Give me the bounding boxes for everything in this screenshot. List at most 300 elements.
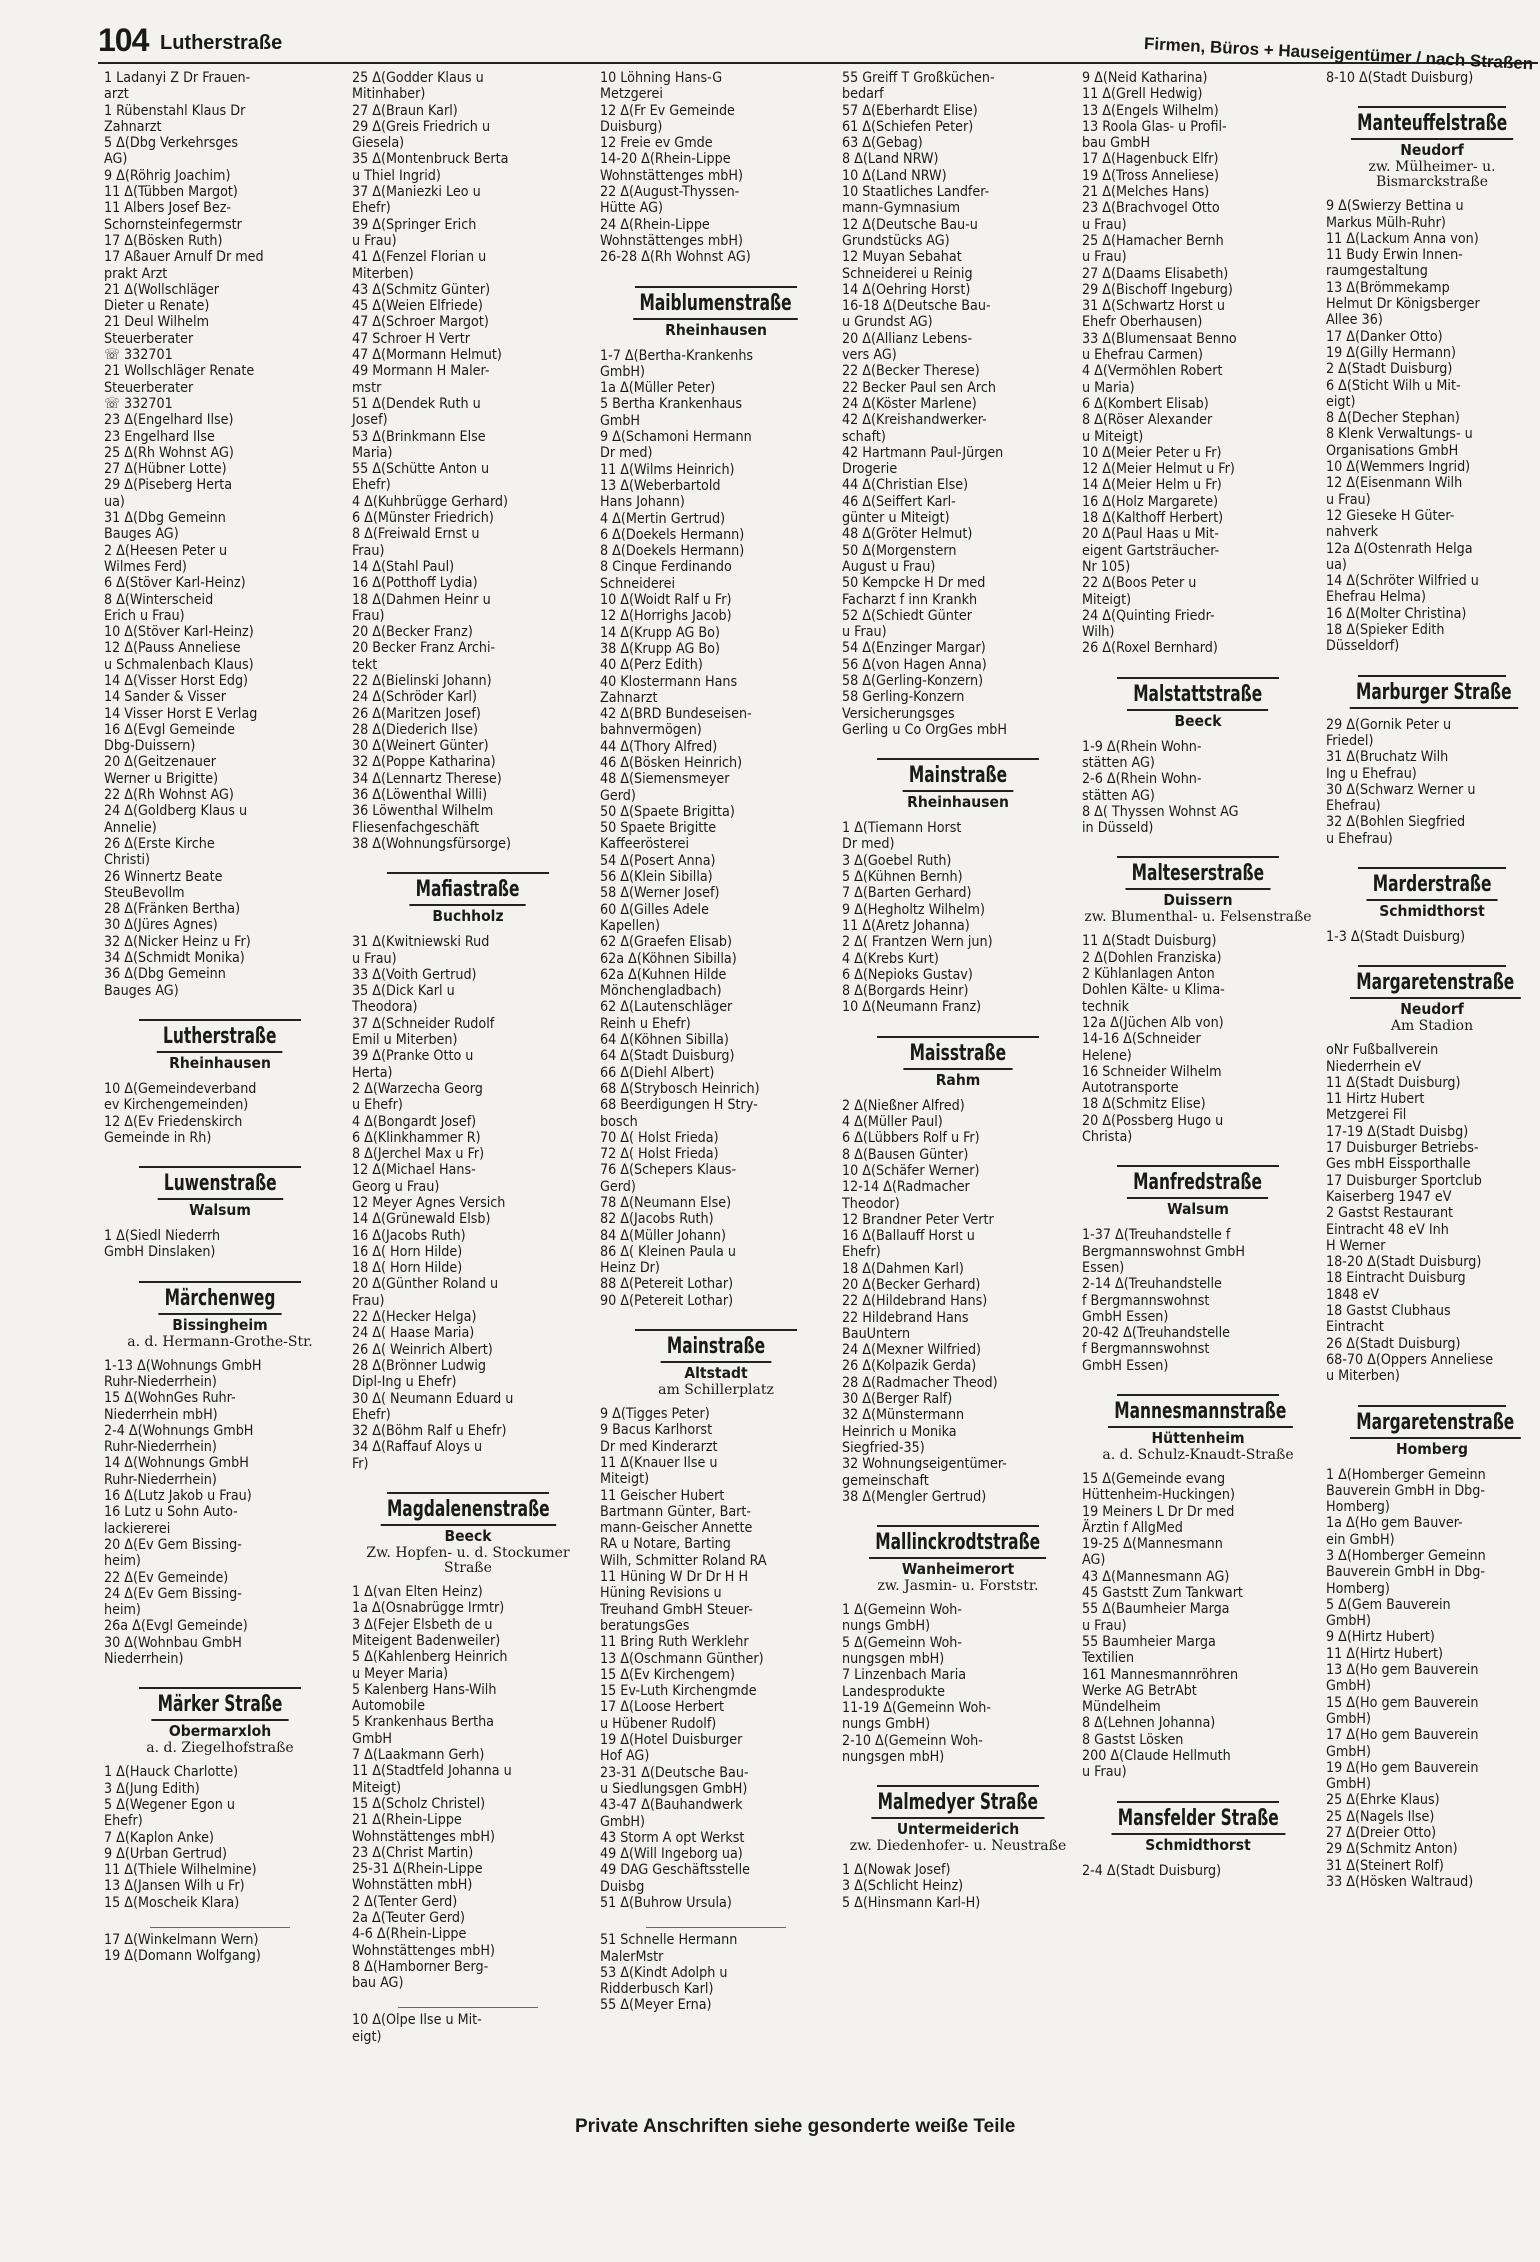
directory-entry: 70 Δ( Holst Frieda) bbox=[600, 1129, 719, 1146]
directory-entry: 12 Δ(Ev Friedenskirch bbox=[104, 1113, 243, 1130]
directory-entry: Gerd) bbox=[600, 787, 636, 804]
street-heading bbox=[1326, 1405, 1538, 1459]
directory-entry: 2-6 Δ(Rhein Wohn- bbox=[1082, 771, 1202, 788]
street-location-note: a. d. Schulz-Knaudt-Straße bbox=[1102, 1447, 1294, 1463]
directory-entry: Bergmannswohnst GmbH bbox=[1082, 1243, 1245, 1260]
directory-entry: 16 Δ(Lutz Jakob u Frau) bbox=[104, 1488, 252, 1505]
directory-entry: 1-9 Δ(Rhein Wohn- bbox=[1082, 738, 1202, 755]
district-name: Schmidthorst bbox=[1379, 901, 1485, 920]
street-name: Marburger Straße bbox=[1350, 679, 1518, 709]
directory-entry: Drogerie bbox=[842, 461, 898, 478]
directory-entry: 1-37 Δ(Treuhandstelle f bbox=[1082, 1227, 1231, 1244]
street-rule bbox=[387, 1492, 549, 1494]
directory-entry: Siegfried-35) bbox=[842, 1439, 925, 1456]
district-name: Rheinhausen bbox=[169, 1053, 271, 1072]
directory-entry: 9 Bacus Karlhorst bbox=[600, 1422, 713, 1439]
street-rule bbox=[1358, 675, 1506, 677]
directory-entry: 19 Δ(Gilly Hermann) bbox=[1326, 344, 1457, 361]
directory-entry: 28 Δ(Fränken Bertha) bbox=[104, 901, 241, 918]
district-name: Buchholz bbox=[432, 907, 504, 926]
directory-entry: 57 Δ(Eberhardt Elise) bbox=[842, 102, 978, 119]
directory-entry: 33 Δ(Hösken Waltraud) bbox=[1326, 1873, 1474, 1890]
street-location-note: a. d. Hermann-Grothe-Str. bbox=[127, 1333, 313, 1350]
directory-entry: Hüning Revisions u bbox=[600, 1585, 722, 1602]
directory-entry: 4 Δ(Kuhbrügge Gerhard) bbox=[352, 493, 509, 510]
directory-entry: in Düsseld) bbox=[1082, 820, 1154, 837]
district-name: Neudorf bbox=[1400, 141, 1464, 160]
directory-entry: 51 Δ(Dendek Ruth u bbox=[352, 395, 481, 412]
directory-entry: Autotransporte bbox=[1082, 1080, 1179, 1097]
directory-entry: mann-Geischer Annette bbox=[600, 1520, 753, 1537]
directory-entry: u Miterben) bbox=[1326, 1368, 1400, 1385]
directory-entry: GmbH) bbox=[600, 1813, 646, 1830]
directory-entry: u Ehefr) bbox=[352, 1097, 403, 1114]
directory-entry: 12 Meyer Agnes Versich bbox=[352, 1195, 506, 1211]
directory-entry: 2 Δ( Frantzen Wern jun) bbox=[842, 934, 993, 951]
directory-entry: u Meyer Maria) bbox=[352, 1665, 449, 1682]
directory-entry: 24 Δ(Köster Marlene) bbox=[842, 395, 977, 412]
directory-entry: 47 Schroer H Vertr bbox=[352, 330, 471, 347]
directory-entry: Miteigent Badenweiler) bbox=[352, 1632, 501, 1649]
directory-entry: Frau) bbox=[352, 1292, 385, 1309]
directory-entry: 44 Δ(Christian Else) bbox=[842, 477, 969, 494]
directory-entry: 12a Δ(Ostenrath Helga bbox=[1326, 540, 1473, 557]
directory-entry: 64 Δ(Köhnen Sibilla) bbox=[600, 1032, 729, 1049]
street-heading bbox=[104, 1019, 336, 1073]
directory-entry: 33 Δ(Voith Gertrud) bbox=[352, 966, 477, 983]
district-name: Rheinhausen bbox=[665, 320, 767, 339]
directory-entry: 4-6 Δ(Rhein-Lippe bbox=[352, 1926, 467, 1943]
directory-entry: 1-13 Δ(Wohnungs GmbH bbox=[104, 1357, 262, 1374]
directory-entry: 1 Rübenstahl Klaus Dr bbox=[104, 102, 246, 119]
column-gap-rule bbox=[150, 1927, 289, 1928]
directory-entry: 10 Δ(Gemeindeverband bbox=[104, 1080, 257, 1097]
directory-entry: 52 Δ(Schiedt Günter bbox=[842, 607, 972, 624]
directory-entry: 9 Δ(Schamoni Hermann bbox=[600, 429, 752, 446]
directory-entry: 161 Mannesmannröhren bbox=[1082, 1666, 1239, 1683]
directory-entry: 8 Δ(Jerchel Max u Fr) bbox=[352, 1146, 485, 1163]
directory-entry: Wilh) bbox=[1082, 624, 1115, 641]
directory-entry: 2 Δ(Nießner Alfred) bbox=[842, 1097, 965, 1114]
directory-entry: 10 Δ(Meier Peter u Fr) bbox=[1082, 444, 1222, 461]
directory-entry: Mitinhaber) bbox=[352, 86, 426, 103]
directory-entry: 45 Δ(Weien Elfriede) bbox=[352, 298, 483, 315]
directory-entry: 38 Δ(Wohnungsfürsorge) bbox=[352, 835, 511, 852]
directory-entry: 14 Δ(Oehring Horst) bbox=[842, 281, 971, 298]
directory-entry: 8 Gastst Lösken bbox=[1082, 1731, 1184, 1748]
directory-entry: 8 Δ(Hamborner Berg- bbox=[352, 1958, 489, 1975]
street-name: Malteserstraße bbox=[1126, 860, 1271, 890]
directory-entry: Werke AG BetrAbt bbox=[1082, 1682, 1197, 1699]
directory-entry: 5 Bertha Krankenhaus bbox=[600, 396, 743, 413]
directory-entry: 23 Δ(Brachvogel Otto bbox=[1082, 200, 1220, 217]
directory-entry: 15 Ev-Luth Kirchengmde bbox=[600, 1683, 757, 1700]
directory-entry: 22 Δ(Hildebrand Hans) bbox=[842, 1293, 988, 1310]
directory-entry: 12 Δ(Deutsche Bau-u bbox=[842, 216, 978, 233]
directory-entry: 76 Δ(Schepers Klaus- bbox=[600, 1162, 737, 1179]
directory-entry: 30 Δ(Berger Ralf) bbox=[842, 1391, 953, 1408]
directory-entry: Homberg) bbox=[1326, 1580, 1390, 1597]
directory-entry: 20 Δ(Becker Franz) bbox=[352, 624, 473, 641]
street-rule bbox=[1358, 106, 1506, 108]
directory-entry: 58 Δ(Werner Josef) bbox=[600, 885, 720, 902]
directory-entry: Frau) bbox=[352, 607, 385, 624]
directory-entry: Bauges AG) bbox=[104, 982, 179, 999]
street-name: Marderstraße bbox=[1366, 871, 1497, 901]
directory-entry: nungsgen mbH) bbox=[842, 1651, 945, 1668]
directory-entry: nungsgen mbH) bbox=[842, 1748, 945, 1765]
district-name: Walsum bbox=[1167, 1200, 1229, 1219]
directory-entry: 11-19 Δ(Gemeinn Woh- bbox=[842, 1699, 991, 1716]
directory-entry: 36 Δ(Dbg Gemeinn bbox=[104, 966, 226, 983]
directory-entry: 64 Δ(Stadt Duisburg) bbox=[600, 1048, 735, 1065]
directory-entry: 26 Δ(Kolpazik Gerda) bbox=[842, 1358, 977, 1375]
directory-entry: 39 Δ(Pranke Otto u bbox=[352, 1048, 474, 1065]
directory-entry: 68-70 Δ(Oppers Anneliese bbox=[1326, 1351, 1494, 1368]
directory-entry: 43 Δ(Mannesmann AG) bbox=[1082, 1568, 1230, 1585]
directory-entry: 13 Δ(Jansen Wilh u Fr) bbox=[104, 1878, 245, 1895]
directory-entry: Düsseldorf) bbox=[1326, 638, 1400, 655]
directory-entry: 9 Δ(Swierzy Bettina u bbox=[1326, 198, 1464, 215]
directory-entry: 21 Δ(Wollschläger bbox=[104, 281, 220, 298]
directory-entry: 10 Staatliches Landfer- bbox=[842, 184, 990, 201]
directory-entry: 42 Δ(BRD Bundeseisen- bbox=[600, 706, 752, 723]
directory-entry: 12 Freie ev Gmde bbox=[600, 135, 713, 152]
directory-entry: u Hübener Rudolf) bbox=[600, 1715, 717, 1732]
directory-entry: 18 Gastst Clubhaus bbox=[1326, 1303, 1451, 1320]
directory-entry: Hans Johann) bbox=[600, 494, 685, 511]
directory-entry: u Ehefrau Carmen) bbox=[1082, 347, 1203, 364]
directory-entry: Miteigt) bbox=[1082, 591, 1132, 608]
directory-entry: 21 Deul Wilhelm bbox=[104, 314, 209, 331]
directory-entry: 26a Δ(Evgl Gemeinde) bbox=[104, 1618, 248, 1635]
directory-entry: 13 Δ(Engels Wilhelm) bbox=[1082, 102, 1219, 119]
directory-entry: heim) bbox=[104, 1602, 141, 1619]
directory-entry: 5 Δ(Hinsmann Karl-H) bbox=[842, 1894, 981, 1911]
street-heading bbox=[1082, 1165, 1314, 1219]
directory-entry: 12 Δ(Michael Hans- bbox=[352, 1162, 476, 1179]
directory-entry: 25 Δ(Rh Wohnst AG) bbox=[104, 444, 234, 461]
directory-entry: 16 Δ(Ballauff Horst u bbox=[842, 1228, 975, 1245]
directory-entry: 6 Δ(Sticht Wilh u Mit- bbox=[1326, 377, 1461, 394]
street-heading bbox=[842, 758, 1074, 812]
directory-entry: 21 Wollschläger Renate bbox=[104, 363, 255, 380]
directory-entry: Gerd) bbox=[600, 1178, 636, 1195]
directory-entry: 30 Δ( Neumann Eduard u bbox=[352, 1390, 514, 1407]
directory-entry: 28 Δ(Radmacher Theod) bbox=[842, 1374, 998, 1391]
directory-entry: 5 Δ(Gem Bauverein bbox=[1326, 1596, 1451, 1613]
directory-entry: 8 Δ(Winterscheid bbox=[104, 591, 214, 608]
directory-entry: stätten AG) bbox=[1082, 754, 1155, 771]
directory-entry: 19 Δ(Ho gem Bauverein bbox=[1326, 1759, 1479, 1776]
directory-entry: 38 Δ(Krupp AG Bo) bbox=[600, 640, 720, 657]
directory-entry: 56 Δ(Klein Sibilla) bbox=[600, 869, 713, 886]
directory-entry: AG) bbox=[104, 151, 128, 168]
directory-entry: Bartmann Günter, Bart- bbox=[600, 1503, 752, 1520]
directory-entry: 5 Δ(Gemeinn Woh- bbox=[842, 1634, 962, 1651]
directory-entry: 8 Δ(Lehnen Johanna) bbox=[1082, 1715, 1216, 1732]
directory-entry: ua) bbox=[1326, 556, 1347, 573]
directory-entry: 5 Krankenhaus Bertha bbox=[352, 1714, 495, 1731]
directory-entry: Dohlen Kälte- u Klima- bbox=[1082, 982, 1225, 999]
directory-entry: Ehefrau) bbox=[1326, 798, 1381, 815]
directory-entry: 62a Δ(Köhnen Sibilla) bbox=[600, 950, 737, 967]
directory-entry: 24 Δ(Rhein-Lippe bbox=[600, 216, 710, 233]
directory-entry: 14-20 Δ(Rhein-Lippe bbox=[600, 151, 731, 168]
directory-entry: 51 Schnelle Hermann bbox=[600, 1932, 738, 1949]
directory-entry: Fliesenfachgeschäft bbox=[352, 819, 480, 836]
street-heading bbox=[104, 1281, 336, 1350]
directory-entry: Metzgerei bbox=[600, 86, 663, 103]
directory-entry: 51 Δ(Buhrow Ursula) bbox=[600, 1894, 732, 1911]
directory-entry: 31 Δ(Kwitniewski Rud bbox=[352, 934, 490, 951]
directory-entry: Allee 36) bbox=[1326, 312, 1383, 329]
directory-entry: Helene) bbox=[1082, 1047, 1132, 1064]
directory-entry: Niederrhein mbH) bbox=[104, 1406, 218, 1423]
directory-entry: günter u Miteigt) bbox=[842, 510, 950, 527]
directory-entry: 29 Δ(Gornik Peter u bbox=[1326, 716, 1452, 733]
directory-entry: 15 Δ(WohnGes Ruhr- bbox=[104, 1390, 236, 1407]
street-heading bbox=[1082, 1394, 1314, 1463]
directory-entry: 21 Δ(Melches Hans) bbox=[1082, 184, 1210, 201]
directory-entry: 26 Δ(Erste Kirche bbox=[104, 835, 215, 852]
directory-entry: 36 Löwenthal Wilhelm bbox=[352, 803, 494, 820]
directory-entry: 34 Δ(Raffauf Aloys u bbox=[352, 1439, 483, 1456]
directory-entry: 16 Δ(Jacobs Ruth) bbox=[352, 1227, 466, 1244]
directory-entry: 5 Δ(Kühnen Bernh) bbox=[842, 869, 963, 886]
directory-entry: 1-7 Δ(Bertha-Krankenhs bbox=[600, 347, 754, 364]
street-rule bbox=[1117, 1165, 1279, 1167]
directory-entry: Helmut Dr Königsberger bbox=[1326, 296, 1480, 313]
street-heading bbox=[1082, 1801, 1314, 1855]
directory-entry: Dipl-Ing u Ehefr) bbox=[352, 1374, 457, 1391]
directory-entry: Heinrich u Monika bbox=[842, 1423, 957, 1440]
directory-entry: 5 Δ(Dbg Verkehrsges bbox=[104, 135, 239, 152]
directory-entry: 47 Δ(Schroer Margot) bbox=[352, 314, 489, 331]
directory-entry: schaft) bbox=[842, 428, 886, 445]
directory-entry: bahnvermögen) bbox=[600, 722, 702, 739]
directory-entry: 11 Δ(Thiele Wilhelmine) bbox=[104, 1862, 257, 1879]
directory-entry: 2 Gastst Restaurant bbox=[1326, 1205, 1454, 1222]
directory-entry: Essen) bbox=[1082, 1259, 1125, 1276]
directory-entry: Treuhand GmbH Steuer- bbox=[600, 1601, 753, 1618]
directory-entry: GmbH) bbox=[1326, 1613, 1372, 1630]
directory-entry: Kaiserberg 1947 eV bbox=[1326, 1188, 1452, 1205]
directory-entry: 5 Δ(Wegener Egon u bbox=[104, 1796, 235, 1813]
directory-entry: u Grundst AG) bbox=[842, 314, 933, 331]
district-name: Beeck bbox=[444, 1527, 492, 1546]
directory-entry: 1 Δ(Hauck Charlotte) bbox=[104, 1764, 239, 1781]
directory-entry: Wohnstättenges mbH) bbox=[352, 1828, 495, 1845]
directory-entry: 42 Hartmann Paul-Jürgen bbox=[842, 444, 1004, 461]
directory-entry: 22 Δ(Rh Wohnst AG) bbox=[104, 787, 234, 804]
directory-entry: 55 Δ(Schütte Anton u bbox=[352, 461, 490, 478]
directory-entry: 37 Δ(Schneider Rudolf bbox=[352, 1015, 495, 1032]
column-2 bbox=[352, 70, 584, 2045]
directory-entry: GmbH bbox=[352, 1730, 393, 1747]
directory-entry: Dbg-Duissern) bbox=[104, 738, 196, 755]
directory-entry: 16 Δ(Evgl Gemeinde bbox=[104, 721, 235, 738]
street-rule bbox=[1358, 965, 1506, 967]
street-name: Märchenweg bbox=[158, 1285, 281, 1315]
directory-entry: 55 Greiff T Großküchen- bbox=[842, 70, 995, 86]
street-name: Lutherstraße bbox=[157, 1023, 283, 1053]
directory-entry: bau GmbH bbox=[1082, 135, 1151, 152]
directory-entry: GmbH) bbox=[600, 363, 646, 380]
directory-entry: 88 Δ(Petereit Lothar) bbox=[600, 1276, 734, 1293]
street-heading bbox=[1326, 965, 1538, 1034]
directory-entry: Textilien bbox=[1082, 1650, 1135, 1667]
column-4 bbox=[842, 70, 1074, 1911]
directory-entry: Steuerberater bbox=[104, 330, 194, 347]
street-heading bbox=[352, 872, 584, 926]
directory-entry: 16 Δ(Molter Christina) bbox=[1326, 605, 1467, 622]
street-location-note: zw. Mülheimer- u. Bismarckstraße bbox=[1368, 159, 1496, 191]
directory-entry: Josef) bbox=[352, 412, 388, 429]
directory-entry: 1-3 Δ(Stadt Duisburg) bbox=[1326, 928, 1466, 945]
directory-entry: 62 Δ(Graefen Elisab) bbox=[600, 934, 733, 951]
street-name: Manteuffelstraße bbox=[1351, 110, 1514, 140]
directory-entry: 35 Δ(Dick Karl u bbox=[352, 983, 455, 1000]
directory-entry: 14 Δ(Grünewald Elsb) bbox=[352, 1211, 491, 1228]
directory-entry: Dieter u Renate) bbox=[104, 298, 210, 315]
directory-entry: 1 Δ(Nowak Josef) bbox=[842, 1862, 951, 1879]
directory-entry: 2 Δ(Tenter Gerd) bbox=[352, 1893, 458, 1910]
directory-entry: 6 Δ(Lübbers Rolf u Fr) bbox=[842, 1130, 980, 1147]
directory-entry: oNr Fußballverein bbox=[1326, 1042, 1439, 1059]
directory-entry: 60 Δ(Gilles Adele bbox=[600, 901, 709, 918]
directory-entry: 31 Δ(Schwartz Horst u bbox=[1082, 298, 1225, 315]
street-name: Luwenstraße bbox=[157, 1170, 282, 1200]
directory-entry: 54 Δ(Enzinger Margar) bbox=[842, 640, 986, 657]
directory-entry: Versicherungsges bbox=[842, 705, 955, 722]
directory-entry: SteuBevollm bbox=[104, 884, 185, 901]
directory-entry: 90 Δ(Petereit Lothar) bbox=[600, 1292, 734, 1309]
directory-entry: 14 Visser Horst E Verlag bbox=[104, 705, 258, 722]
directory-entry: 10 Δ(Stöver Karl-Heinz) bbox=[104, 624, 254, 641]
directory-entry: 9 Δ(Röhrig Joachim) bbox=[104, 167, 231, 184]
directory-entry: 14 Δ(Visser Horst Edg) bbox=[104, 672, 249, 689]
directory-entry: 27 Δ(Hübner Lotte) bbox=[104, 461, 227, 478]
directory-entry: 31 Δ(Steinert Rolf) bbox=[1326, 1857, 1444, 1874]
directory-entry: 50 Spaete Brigitte bbox=[600, 820, 717, 837]
directory-entry: 6 Δ(Klinkhammer R) bbox=[352, 1129, 481, 1146]
directory-entry: 27 Δ(Braun Karl) bbox=[352, 102, 458, 119]
directory-entry: Ruhr-Niederrhein) bbox=[104, 1374, 217, 1390]
directory-entry: Schneiderei u Reinig bbox=[842, 265, 973, 282]
directory-entry: 12 Δ(Eisenmann Wilh bbox=[1326, 475, 1463, 492]
directory-entry: 1 Δ(van Elten Heinz) bbox=[352, 1584, 483, 1601]
directory-entry: Wilh, Schmitter Roland RA bbox=[600, 1552, 767, 1569]
directory-entry: 20 Δ(Possberg Hugo u bbox=[1082, 1112, 1224, 1129]
directory-entry: 68 Δ(Strybosch Heinrich) bbox=[600, 1080, 760, 1097]
street-name: Margaretenstraße bbox=[1350, 969, 1520, 999]
directory-entry: ☏ 332701 bbox=[104, 347, 173, 364]
directory-entry: 8 Δ(Doekels Hermann) bbox=[600, 543, 745, 560]
directory-entry: 10 Löhning Hans-G bbox=[600, 70, 723, 86]
directory-entry: u Frau) bbox=[352, 232, 397, 249]
directory-entry: 10 Δ(Wemmers Ingrid) bbox=[1326, 459, 1471, 476]
directory-entry: 11 Albers Josef Bez- bbox=[104, 200, 232, 217]
directory-entry: Wohnstättenges mbH) bbox=[600, 232, 743, 249]
directory-entry: 63 Δ(Gebag) bbox=[842, 135, 923, 152]
street-rule bbox=[1117, 856, 1279, 858]
street-heading bbox=[1082, 856, 1314, 925]
directory-entry: Wilmes Ferd) bbox=[104, 558, 187, 575]
directory-entry: 32 Δ(Nicker Heinz u Fr) bbox=[104, 933, 251, 950]
directory-entry: 14 Sander & Visser bbox=[104, 689, 226, 706]
directory-entry: GmbH) bbox=[1326, 1743, 1372, 1760]
directory-entry: Christa) bbox=[1082, 1129, 1133, 1146]
street-name: Mansfelder Straße bbox=[1111, 1805, 1285, 1835]
directory-entry: 39 Δ(Springer Erich bbox=[352, 216, 477, 233]
street-heading bbox=[842, 1525, 1074, 1594]
directory-entry: 25 Δ(Hamacher Bernh bbox=[1082, 232, 1224, 249]
street-rule bbox=[635, 1329, 797, 1331]
directory-entry: eigt) bbox=[1326, 393, 1356, 410]
street-name: Manfredstraße bbox=[1127, 1169, 1268, 1199]
street-rule bbox=[1358, 867, 1506, 869]
directory-entry: u Frau) bbox=[1082, 1617, 1127, 1634]
directory-entry: Ehefr) bbox=[104, 1813, 143, 1830]
directory-entry: 8 Δ(Land NRW) bbox=[842, 151, 939, 168]
directory-entry: Zahnarzt bbox=[104, 118, 162, 135]
directory-entry: 47 Δ(Mormann Helmut) bbox=[352, 347, 502, 364]
directory-entry: 13 Δ(Oschmann Günther) bbox=[600, 1650, 764, 1667]
street-rule bbox=[139, 1166, 301, 1168]
directory-entry: 1 Δ(Tiemann Horst bbox=[842, 820, 962, 837]
directory-entry: 22 Becker Paul sen Arch bbox=[842, 379, 996, 396]
directory-entry: 2 Δ(Stadt Duisburg) bbox=[1326, 361, 1453, 378]
directory-entry: 11 Δ(Hirtz Hubert) bbox=[1326, 1645, 1444, 1662]
directory-entry: Ridderbusch Karl) bbox=[600, 1981, 714, 1998]
directory-entry: 4 Δ(Müller Paul) bbox=[842, 1114, 943, 1131]
directory-entry: 30 Δ(Weinert Günter) bbox=[352, 738, 489, 755]
directory-entry: Theodor) bbox=[842, 1195, 900, 1212]
directory-entry: 11 Budy Erwin Innen- bbox=[1326, 247, 1463, 264]
directory-entry: Duisbg bbox=[600, 1878, 645, 1895]
column-1 bbox=[104, 70, 336, 1965]
directory-entry: 22 Δ(Boos Peter u bbox=[1082, 575, 1197, 592]
directory-entry: mstr bbox=[352, 379, 382, 396]
directory-entry: 18 Eintracht Duisburg bbox=[1326, 1270, 1466, 1287]
directory-entry: Kapellen) bbox=[600, 917, 660, 934]
directory-entry: 58 Gerling-Konzern bbox=[842, 689, 965, 706]
directory-entry: H Werner bbox=[1326, 1237, 1386, 1254]
directory-entry: 24 Δ(Ev Gem Bissing- bbox=[104, 1585, 242, 1602]
directory-entry: Werner u Brigitte) bbox=[104, 770, 219, 787]
directory-entry: BauUntern bbox=[842, 1325, 911, 1342]
directory-entry: 53 Δ(Kindt Adolph u bbox=[600, 1964, 728, 1981]
directory-entry: 14 Δ(Stahl Paul) bbox=[352, 558, 455, 575]
street-rule bbox=[877, 1036, 1039, 1038]
directory-entry: Mündelheim bbox=[1082, 1699, 1161, 1716]
directory-entry: AG) bbox=[1082, 1552, 1106, 1569]
directory-entry: 11 Δ(Stadtfeld Johanna u bbox=[352, 1763, 512, 1780]
directory-entry: 17 Duisburger Sportclub bbox=[1326, 1172, 1482, 1189]
directory-entry: 8 Δ(Röser Alexander bbox=[1082, 412, 1213, 429]
directory-entry: 29 Δ(Piseberg Herta bbox=[104, 477, 233, 494]
directory-entry: 86 Δ( Kleinen Paula u bbox=[600, 1243, 736, 1260]
directory-entry: 49 Mormann H Maler- bbox=[352, 363, 490, 380]
directory-entry: GmbH Essen) bbox=[1082, 1357, 1169, 1374]
directory-entry: 20 Becker Franz Archi- bbox=[352, 640, 496, 657]
directory-entry: 62 Δ(Lautenschläger bbox=[600, 999, 733, 1016]
directory-entry: Nr 105) bbox=[1082, 558, 1131, 575]
street-rule bbox=[1117, 1394, 1279, 1396]
directory-entry: 26 Δ( Weinrich Albert) bbox=[352, 1341, 493, 1358]
district-name: Walsum bbox=[189, 1201, 251, 1220]
